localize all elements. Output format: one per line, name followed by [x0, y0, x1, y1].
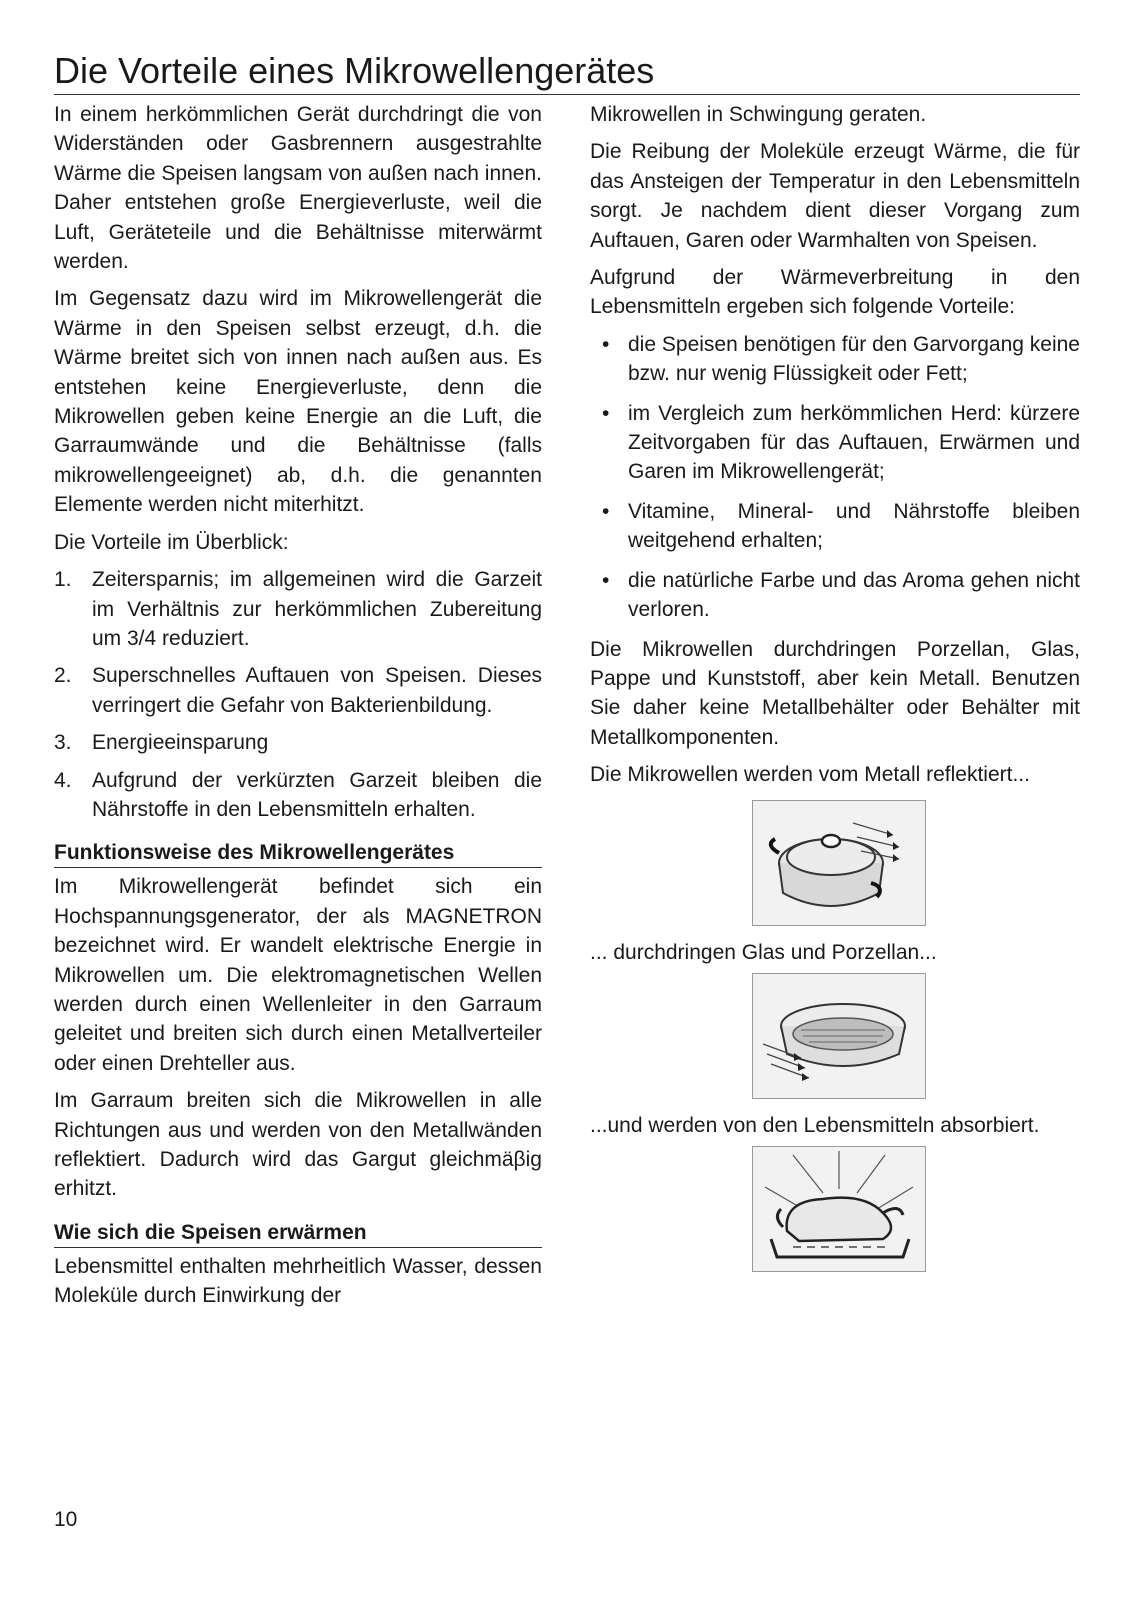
list-item [590, 497, 1080, 556]
advantages-intro: Die Vorteile im Überblick: [54, 530, 289, 554]
list-text: Superschnelles Auftauen von Speisen. Dieses verringert die Gefahr von Bakterienbildung. [92, 664, 542, 717]
list-text: die natürliche Farbe und das Aroma gehen nicht verloren. [628, 568, 1080, 622]
right-column [590, 100, 1080, 1272]
list-number: 2. [54, 664, 72, 688]
list-item [54, 661, 542, 720]
glass-penetration-illustration [752, 973, 926, 1099]
glass-caption: ... durchdringen Glas und Porzellan... [590, 940, 937, 964]
heating-paragraph: Lebensmittel enthalten mehrheitlich Wasser, dessen Moleküle durch Einwirkung der [54, 1254, 542, 1308]
list-text: die Speisen benötigen für den Garvorgang keine bzw. nur wenig Flüssigkeit oder Fett; [628, 332, 1080, 386]
list-item [54, 766, 542, 825]
metal-reflection-illustration [752, 800, 926, 926]
intro-paragraph: In einem herkömmlichen Gerät durchdringt die von Widerständen oder Gasbrennern ausgestrahlte Wärme die Speisen langsam von außen nach innen. Daher entstehen große Energieverluste, weil die Luft, Geräteteile und die Behältnisse miterwärmt werden. [54, 103, 542, 274]
list-text: Vitamine, Mineral- und Nährstoffe bleiben weitgehend erhalten; [628, 499, 1080, 553]
list-text: Energieeinsparung [92, 731, 269, 755]
list-number: 4. [54, 768, 72, 792]
list-text: Zeitersparnis; im allgemeinen wird die Garzeit im Verhältnis zur herkömmlichen Zubereitung um 3/4 reduziert. [92, 568, 542, 650]
oscillation-paragraph: Mikrowellen in Schwingung geraten. [590, 103, 927, 126]
food-caption: ...und werden von den Lebensmitteln absorbiert. [590, 1113, 1040, 1137]
materials-paragraph: Die Mikrowellen durchdringen Porzellan, Glas, Pappe und Kunststoff, aber kein Metall. Benutzen Sie daher keine Metallbehälter oder Behälter mit Metallkomponenten. [590, 637, 1080, 749]
page-title: Die Vorteile eines Mikrowellengerätes [54, 48, 1080, 95]
list-item [590, 399, 1080, 487]
list-item [590, 566, 1080, 625]
section-heading-function: Funktionsweise des Mikrowellengerätes [54, 838, 542, 868]
contrast-paragraph: Im Gegensatz dazu wird im Mikrowellengerät die Wärme in den Speisen selbst erzeugt, d.h. die Wärme breitet sich von innen nach außen aus. Es entstehen keine Energieverluste, denn die Mikrowellen geben keine Energie an die Luft, die Garraumwände und die Behältnisse (falls mikrowellengeeignet) ab, d.h. die genannten Elemente werden nicht miterhitzt. [54, 287, 542, 517]
benefits-intro: Aufgrund der Wärmeverbreitung in den Lebensmitteln ergeben sich folgende Vorteile: [590, 266, 1080, 319]
bullet-icon: • [602, 568, 610, 592]
bullet-icon: • [602, 499, 610, 523]
bullet-icon: • [602, 332, 610, 356]
metal-paragraph: Die Mikrowellen werden vom Metall reflektiert... [590, 763, 1030, 787]
list-item [54, 565, 542, 653]
food-absorption-illustration [752, 1146, 926, 1272]
list-number: 3. [54, 731, 72, 755]
left-column [54, 100, 542, 1319]
reflection-paragraph: Im Garraum breiten sich die Mikrowellen in alle Richtungen aus und werden von den Metallwänden reflektiert. Dadurch wird das Gargut gleichmäβig erhitzt. [54, 1089, 542, 1201]
list-number: 1. [54, 568, 72, 592]
section-heading-heating: Wie sich die Speisen erwärmen [54, 1218, 542, 1248]
friction-paragraph: Die Reibung der Moleküle erzeugt Wärme, die für das Ansteigen der Temperatur in den Lebensmitteln sorgt. Je nachdem dient dieser Vorgang zum Auftauen, Garen oder Warmhalten von Speisen. [590, 140, 1080, 252]
function-paragraph: Im Mikrowellengerät befindet sich ein Hochspannungsgenerator, der als MAGNETRON bezeichnet wird. Er wandelt elektrische Energie in Mikrowellen um. Die elektromagnetischen Wellen werden durch einen Wellenleiter in den Garraum geleitet und breiten sich durch einen Metallverteiler oder einen Drehteller aus. [54, 875, 542, 1075]
advantages-list [54, 565, 542, 824]
list-text: im Vergleich zum herkömmlichen Herd: kürzere Zeitvorgaben für das Auftauen, Erwärmen und Garen im Mikrowellengerät; [628, 401, 1080, 484]
benefits-list [590, 330, 1080, 625]
list-text: Aufgrund der verkürzten Garzeit bleiben die Nährstoffe in den Lebensmitteln erhalten. [92, 768, 542, 821]
list-item [590, 330, 1080, 389]
list-item [54, 728, 542, 757]
bullet-icon: • [602, 401, 610, 425]
page-number: 10 [54, 1508, 78, 1531]
